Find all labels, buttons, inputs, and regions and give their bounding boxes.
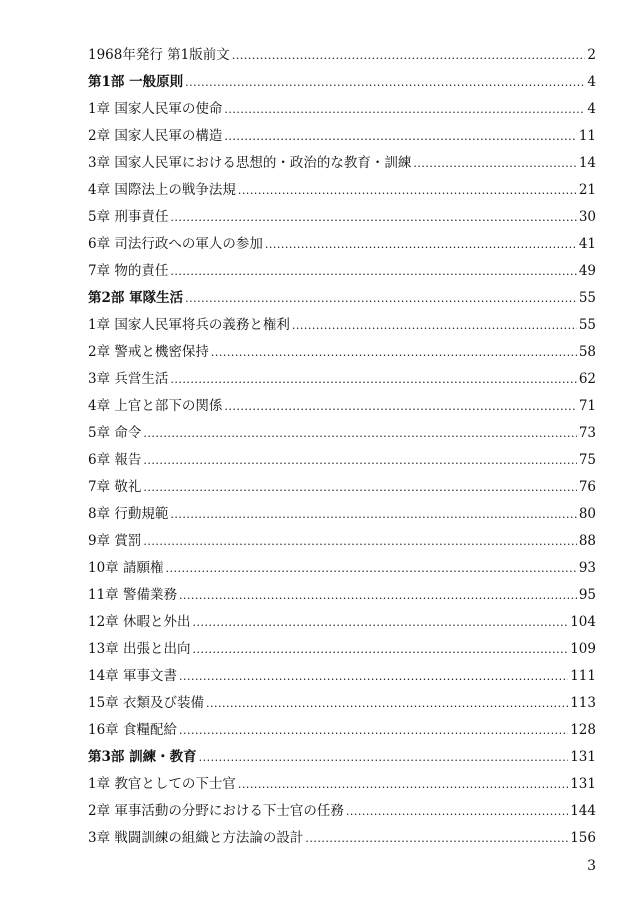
toc-entry-title: 第1部 一般原則 (88, 74, 184, 90)
toc-entry-title: 2章 警戒と機密保持 (88, 344, 209, 360)
toc-entry-title: 3章 国家人民軍における思想的・政治的な教育・訓練 (88, 155, 412, 171)
toc-entry-page: 128 (570, 722, 596, 738)
dot-leader (199, 744, 569, 771)
dot-leader (185, 285, 577, 312)
toc-entry-title: 6章 報告 (88, 452, 142, 468)
dot-leader (413, 150, 576, 177)
toc-entry-page: 49 (578, 263, 596, 279)
toc-entry[interactable] (88, 528, 596, 555)
toc-entry[interactable] (88, 501, 596, 528)
toc-entry-title: 1章 教官としての下士官 (88, 776, 236, 792)
toc-entry[interactable] (88, 393, 596, 420)
dot-leader (179, 663, 568, 690)
toc-entry-title: 3章 兵営生活 (88, 371, 169, 387)
toc-entry-title: 4章 国際法上の戦争法規 (88, 182, 236, 198)
toc-entry-title: 1章 国家人民軍将兵の義務と権利 (88, 317, 290, 333)
toc-entry-page: 2 (587, 47, 596, 63)
toc-entry-title: 2章 国家人民軍の構造 (88, 128, 223, 144)
dot-leader (179, 717, 568, 744)
dot-leader (305, 825, 568, 852)
toc-entry-page: 11 (578, 128, 596, 144)
toc-entry-page: 75 (578, 452, 596, 468)
dot-leader (238, 177, 577, 204)
dot-leader (292, 312, 577, 339)
toc-entry-page: 73 (578, 425, 596, 441)
dot-leader (265, 231, 577, 258)
toc-entry-title: 3章 戦闘訓練の組織と方法論の設計 (88, 830, 304, 846)
toc-entry-title: 第3部 訓練・教育 (88, 749, 197, 765)
dot-leader (192, 609, 568, 636)
dot-leader (185, 69, 585, 96)
toc-entry-title: 7章 物的責任 (88, 263, 169, 279)
toc-entry[interactable] (88, 717, 596, 744)
dot-leader (170, 501, 576, 528)
toc-entry-page: 62 (578, 371, 596, 387)
dot-leader (143, 420, 576, 447)
toc-entry-page: 88 (578, 533, 596, 549)
toc-part-heading[interactable] (88, 744, 596, 771)
toc-entry[interactable] (88, 798, 596, 825)
toc-entry-page: 21 (578, 182, 596, 198)
dot-leader (143, 528, 576, 555)
toc-entry-page: 156 (570, 830, 596, 846)
dot-leader (143, 447, 576, 474)
dot-leader (165, 555, 576, 582)
dot-leader (170, 366, 576, 393)
toc-entry-page: 55 (578, 290, 596, 306)
toc-entry[interactable] (88, 339, 596, 366)
toc-entry[interactable] (88, 96, 596, 123)
dot-leader (179, 582, 577, 609)
toc-entry-title: 12章 休暇と外出 (88, 614, 191, 630)
toc-entry-title: 4章 上官と部下の関係 (88, 398, 223, 414)
toc-entry-title: 11章 警備業務 (88, 587, 177, 603)
toc-entry[interactable] (88, 258, 596, 285)
dot-leader (238, 771, 568, 798)
toc-entry-page: 55 (578, 317, 596, 333)
page-number: 3 (587, 858, 596, 874)
toc-entry-title: 13章 出張と出向 (88, 641, 191, 657)
toc-entry-page: 144 (570, 803, 596, 819)
toc-entry-title: 8章 行動規範 (88, 506, 169, 522)
toc-entry[interactable] (88, 555, 596, 582)
dot-leader (224, 96, 585, 123)
toc-entry-title: 5章 刑事責任 (88, 209, 169, 225)
toc-entry-title: 7章 敬礼 (88, 479, 142, 495)
toc-entry-page: 76 (578, 479, 596, 495)
toc-part-heading[interactable] (88, 69, 596, 96)
toc-entry-page: 58 (578, 344, 596, 360)
toc-entry[interactable] (88, 420, 596, 447)
toc-entry[interactable] (88, 312, 596, 339)
toc-entry[interactable] (88, 123, 596, 150)
toc-entry-title: 9章 賞罰 (88, 533, 142, 549)
toc-entry-page: 113 (570, 695, 596, 711)
dot-leader (211, 339, 577, 366)
toc-entry-page: 30 (578, 209, 596, 225)
toc-entry-page: 95 (578, 587, 596, 603)
toc-entry-page: 4 (587, 101, 596, 117)
dot-leader (143, 474, 576, 501)
toc-entry-page: 111 (570, 668, 596, 684)
toc-entry[interactable] (88, 636, 596, 663)
toc-entry-page: 4 (587, 74, 596, 90)
toc-entry-page: 93 (578, 560, 596, 576)
toc-entry-title: 14章 軍事文書 (88, 668, 177, 684)
toc-entry[interactable] (88, 474, 596, 501)
dot-leader (232, 42, 586, 69)
dot-leader (224, 393, 576, 420)
toc-entry[interactable] (88, 447, 596, 474)
toc-entry[interactable] (88, 825, 596, 852)
toc-entry-page: 131 (570, 776, 596, 792)
toc-entry-page: 71 (578, 398, 596, 414)
dot-leader (346, 798, 568, 825)
dot-leader (192, 636, 568, 663)
toc-entry[interactable] (88, 177, 596, 204)
toc-part-heading[interactable] (88, 285, 596, 312)
toc-entry-title: 2章 軍事活動の分野における下士官の任務 (88, 803, 344, 819)
toc-entry-title: 10章 請願権 (88, 560, 164, 576)
toc-entry-page: 104 (570, 614, 596, 630)
table-of-contents (88, 42, 596, 852)
toc-entry-page: 14 (578, 155, 596, 171)
dot-leader (224, 123, 576, 150)
toc-entry[interactable] (88, 663, 596, 690)
toc-entry-title: 第2部 軍隊生活 (88, 290, 184, 306)
toc-entry[interactable] (88, 582, 596, 609)
toc-entry-page: 131 (570, 749, 596, 765)
toc-entry-title: 1章 国家人民軍の使命 (88, 101, 223, 117)
toc-entry[interactable] (88, 366, 596, 393)
toc-entry-title: 1968年発行 第1版前文 (88, 47, 230, 63)
toc-entry-page: 80 (578, 506, 596, 522)
toc-entry[interactable] (88, 204, 596, 231)
toc-entry-title: 15章 衣類及び装備 (88, 695, 204, 711)
toc-entry[interactable] (88, 690, 596, 717)
toc-entry-title: 6章 司法行政への軍人の参加 (88, 236, 263, 252)
toc-entry-page: 41 (578, 236, 596, 252)
toc-entry[interactable] (88, 231, 596, 258)
dot-leader (170, 258, 576, 285)
toc-entry-title: 16章 食糧配給 (88, 722, 177, 738)
toc-entry[interactable] (88, 609, 596, 636)
dot-leader (206, 690, 568, 717)
toc-entry-page: 109 (570, 641, 596, 657)
toc-entry[interactable] (88, 42, 596, 69)
toc-entry[interactable] (88, 150, 596, 177)
toc-entry[interactable] (88, 771, 596, 798)
toc-entry-title: 5章 命令 (88, 425, 142, 441)
dot-leader (170, 204, 576, 231)
